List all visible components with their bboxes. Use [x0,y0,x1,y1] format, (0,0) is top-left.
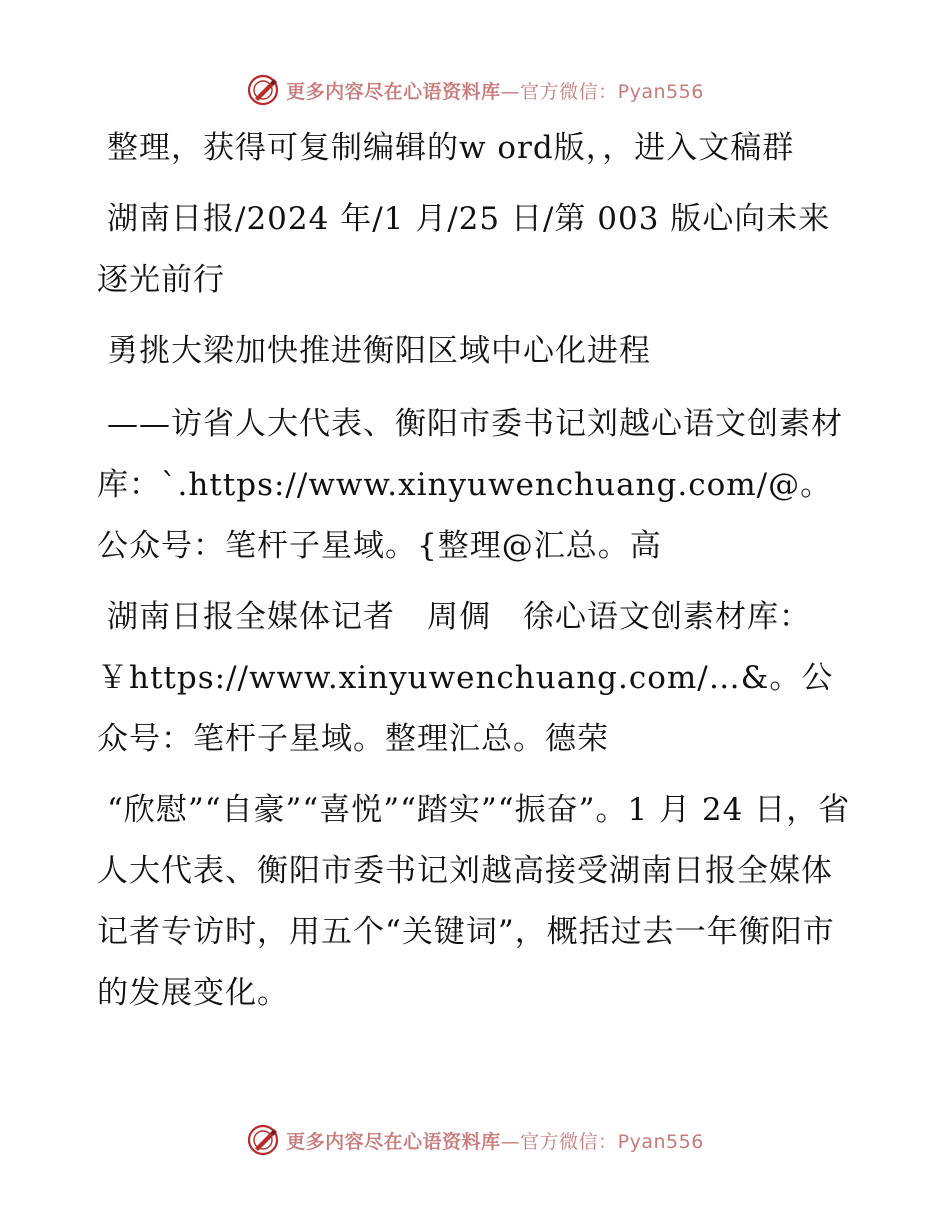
article-subtitle: ——访省人大代表、衡阳市委书记刘越心语文创素材库：`.https://www.xinyuwenchuang.com/@。公众号：笔杆子星域。{整理@汇总。高 [97,406,843,564]
article-byline: 湖南日报全媒体记者 周倜 徐心语文创素材库：￥https://www.xinyuwenchuang.com/…&。公众号：笔杆子星域。整理汇总。德荣 [97,599,834,757]
paragraph-intro: 整理，获得可复制编辑的w ord版，，进入文稿群 [107,130,795,166]
header-banner-inner [246,73,704,107]
header-banner [0,70,950,110]
brush-logo-icon [246,1123,280,1157]
footer-banner-title: 更多内容尽在心语资料库 [286,1130,501,1153]
article-title: 勇挑大梁加快推进衡阳区域中心化进程 [107,333,651,369]
header-banner-title: 更多内容尽在心语资料库 [286,80,501,103]
header-banner-separator: — [500,80,521,103]
header-banner-wechat: 官方微信：Pyan556 [520,80,704,103]
article-content [97,118,852,1034]
paragraph-source: 湖南日报/2024 年/1 月/25 日/第 003 版心向未来 逐光前行 [97,201,831,298]
footer-banner-inner [246,1123,704,1157]
brush-logo-icon [246,73,280,107]
footer-banner-separator: — [500,1130,521,1153]
footer-banner-wechat: 官方微信：Pyan556 [520,1130,704,1153]
paragraph-body: “欣慰”“自豪”“喜悦”“踏实”“振奋”。1 月 24 日，省人大代表、衡阳市委书记刘越高接受湖南日报全媒体记者专访时，用五个“关键词”，概括过去一年衡阳市的发展变化。 [97,792,851,1011]
header-banner-text [286,77,704,104]
footer-banner [0,1120,950,1160]
footer-banner-text [286,1127,704,1154]
